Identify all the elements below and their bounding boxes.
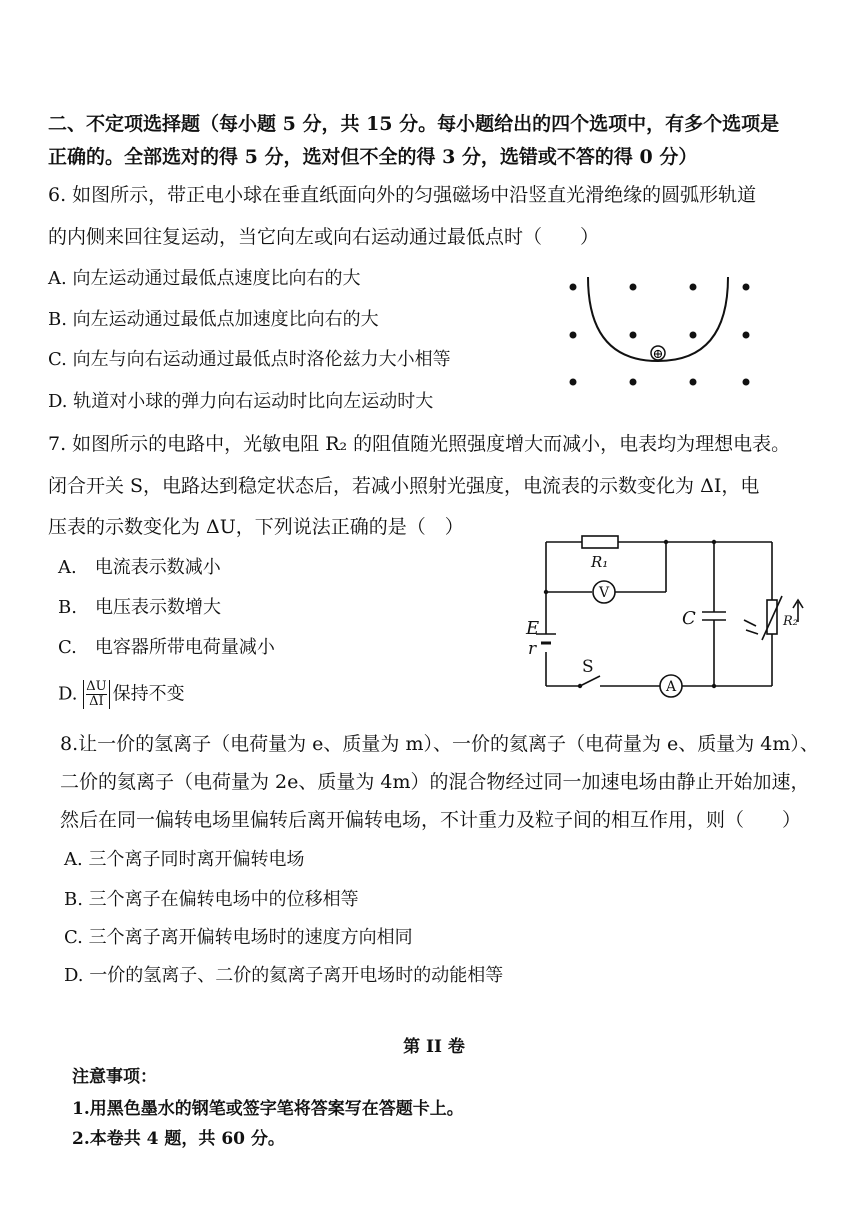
q7-option-d [58,680,185,709]
part2-title: 第 II 卷 [403,1037,465,1057]
q7-option-a: A. 电流表示数减小 [58,557,221,578]
r1-label: R₁ [591,553,609,571]
q8-option-c: C. 三个离子离开偏转电场时的速度方向相同 [64,927,413,948]
q6-stem-line1: 6. 如图所示，带正电小球在垂直纸面向外的匀强磁场中沿竖直光滑绝缘的圆弧形轨道 [48,184,757,206]
q8-stem-line1: 8.让一价的氢离子（电荷量为 e、质量为 m）、一价的氦离子（电荷量为 e、质量为 4m）、 [60,733,819,755]
q6-option-b: B. 向左运动通过最低点加速度比向右的大 [48,309,379,330]
q6-option-a: A. 向左运动通过最低点速度比向右的大 [48,268,361,289]
notice-item-1: 1.用黑色墨水的钢笔或签字笔将答案写在答题卡上。 [72,1099,464,1119]
ball-label: ⊕ [652,347,664,362]
notice-item-2: 2.本卷共 4 题，共 60 分。 [72,1129,285,1149]
q6-option-c: C. 向左与向右运动通过最低点时洛伦兹力大小相等 [48,349,451,370]
r2-label: R₂ [783,614,798,629]
notice-title: 注意事项： [72,1067,157,1087]
q6-stem-line2: 的内侧来回往复运动，当它向左或向右运动通过最低点时（ ） [48,226,600,248]
resistor-r1 [582,536,618,548]
q6-figure [560,275,760,395]
delta-u-over-delta-i [83,680,109,709]
q8-option-b: B. 三个离子在偏转电场中的位移相等 [64,889,359,910]
q8-stem-line2: 二价的氦离子（电荷量为 2e、质量为 4m）的混合物经过同一加速电场由静止开始加速， [60,771,810,793]
q7-option-b: B. 电压表示数增大 [58,597,221,618]
q7-stem-line3: 压表的示数变化为 ΔU，下列说法正确的是（ ） [48,516,464,538]
emf-label: E [526,618,540,639]
capacitor-label: C [682,608,696,629]
switch-label: S [582,657,594,677]
q7-stem-line1: 7. 如图所示的电路中，光敏电阻 R₂ 的阻值随光照强度增大而减小，电表均为理想电表。 [48,433,791,455]
q6-option-d: D. 轨道对小球的弹力向右运动时比向左运动时大 [48,391,434,412]
fraction-numerator: ΔU [86,679,107,694]
voltmeter-label: V [598,585,610,601]
q7-option-c: C. 电容器所带电荷量减小 [58,637,275,658]
ammeter-label: A [665,679,677,695]
section-heading-line2: 正确的。全部选对的得 5 分，选对但不全的得 3 分，选错或不答的得 0 分） [48,146,698,168]
q7-option-d-suffix: 保持不变 [112,683,185,705]
q7-option-d-prefix: D. [58,683,78,705]
internal-r-label: r [528,639,537,659]
q8-option-a: A. 三个离子同时离开偏转电场 [64,849,305,870]
q7-stem-line2: 闭合开关 S，电路达到稳定状态后，若减小照射光强度，电流表的示数变化为 ΔI，电 [48,475,760,497]
switch-s [580,676,600,686]
fraction-denominator: ΔI [89,694,104,709]
q8-stem-line3: 然后在同一偏转电场里偏转后离开偏转电场，不计重力及粒子间的相互作用，则（ ） [60,809,802,831]
q7-circuit [520,530,830,698]
section-heading-line1: 二、不定项选择题（每小题 5 分，共 15 分。每小题给出的四个选项中，有多个选项是 [48,113,780,135]
q8-option-d: D. 一价的氢离子、二价的氦离子离开电场时的动能相等 [64,965,504,986]
magnetic-field-dots [570,284,750,386]
